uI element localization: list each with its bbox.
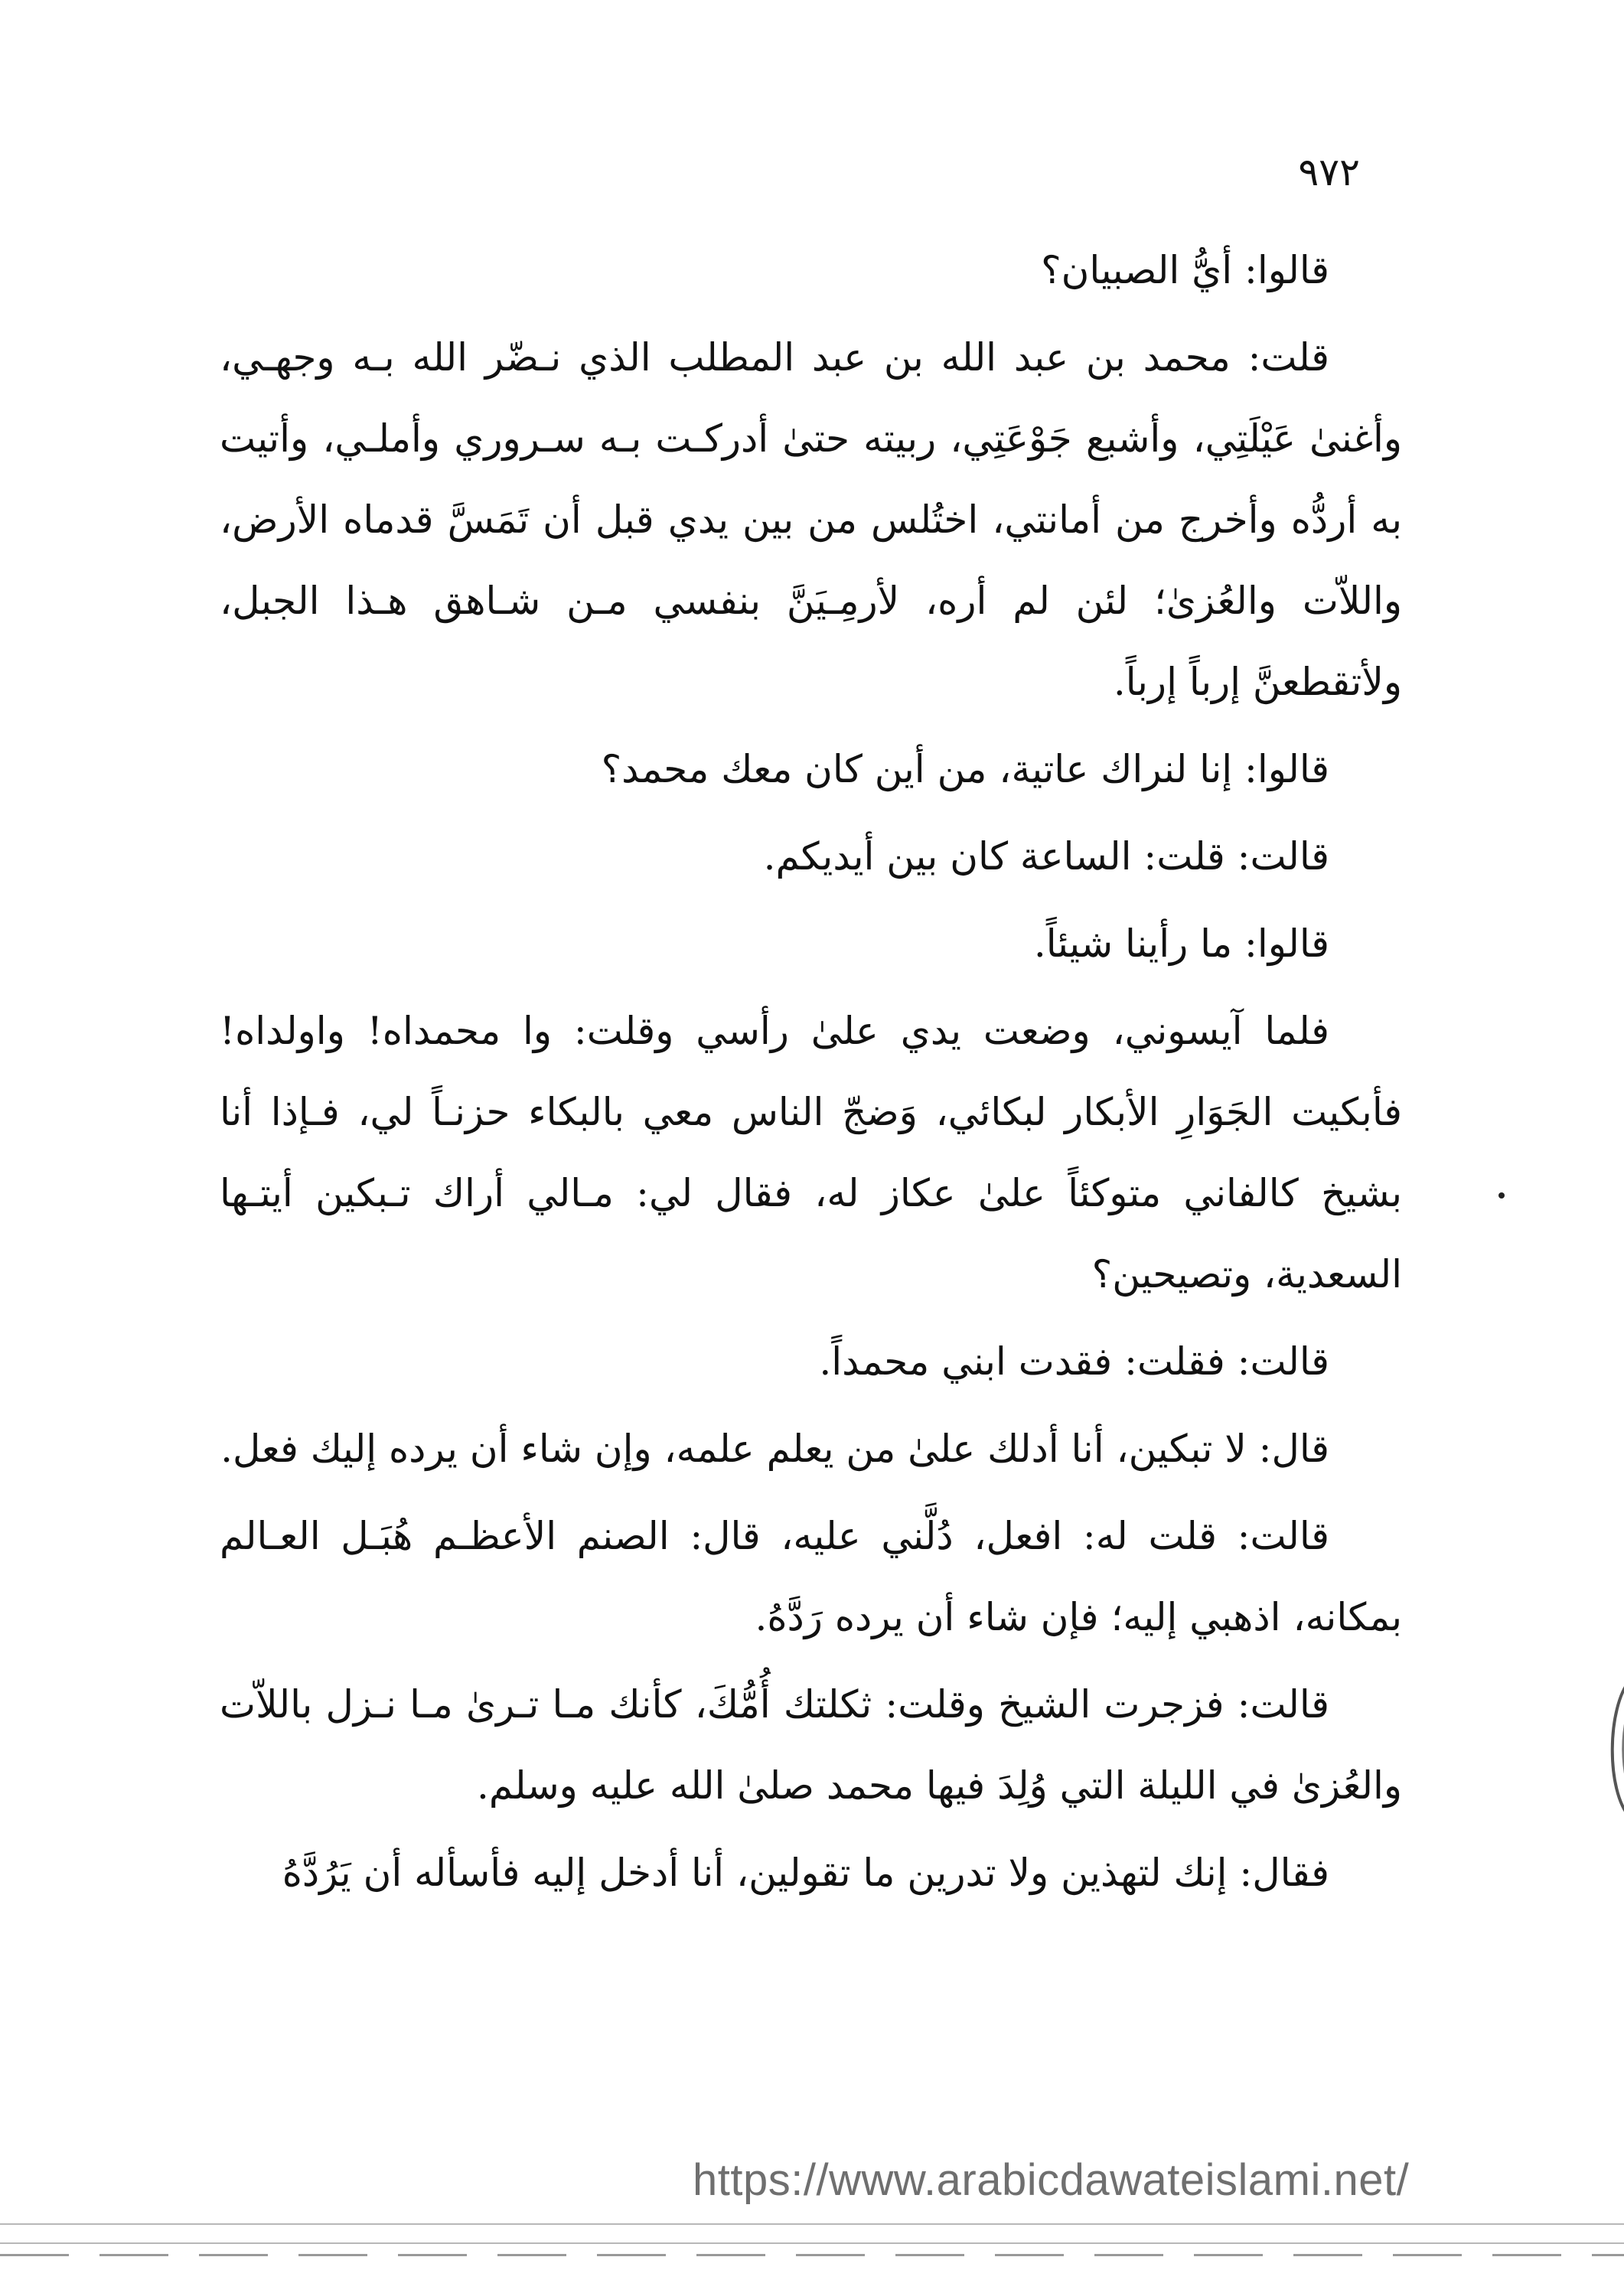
paragraph: قالت: فقلت: فقدت ابني محمداً. <box>819 1339 1329 1384</box>
paragraph: قال: لا تبكين، أنا أدلك علىٰ من يعلم علمه، وإن شاء أن يرده إليك فعل. <box>220 1427 1329 1471</box>
paragraph: قالوا: إنا لنراك عاتية، من أين كان معك محمد؟ <box>601 747 1329 791</box>
bottom-rule <box>0 2223 1624 2225</box>
scan-speck <box>1498 1192 1505 1199</box>
paragraph: قالوا: أيُّ الصبيان؟ <box>1041 248 1329 292</box>
paragraph: فقال: إنك لتهذين ولا تدرين ما تقولين، أنا أدخل إليه فأسأله أن يَرُدَّهُ <box>282 1851 1329 1895</box>
bottom-rule <box>0 2242 1624 2244</box>
page-number: ٩٧٢ <box>1298 150 1360 194</box>
paragraph: قالت: قلت: الساعة كان بين أيديكم. <box>763 834 1329 879</box>
paragraph: قالت: قلت له: افعل، دُلَّني عليه، قال: الصنم الأعظـم هُبَـل العـالم بمكانه، اذهبي إليه؛ فإن شاء أن يرده رَدَّهُ. <box>220 1514 1402 1639</box>
paragraph: قالت: فزجرت الشيخ وقلت: ثكلتك أُمُّكَ، كأنك مـا تـرىٰ مـا نـزل باللاّت والعُزىٰ في الليلة التي وُلِدَ فيها محمد صلىٰ الله عليه وسلم. <box>220 1682 1402 1808</box>
scan-dash-row <box>0 2254 1624 2256</box>
paragraph: فلما آيسوني، وضعت يدي علىٰ رأسي وقلت: وا محمداه! واولداه! فأبكيت الجَوَارِ الأبكار لبكائي، وَضجّ الناس معي بالبكاء حزنـاً لي، فـإذا أنا بشيخ كالفاني متوكئاً علىٰ عكاز له، فقال لي: مـالي أراك تـبكين أيتـها السعدية، وتصيحين؟ <box>220 1009 1402 1296</box>
paragraph: قلت: محمد بن عبد الله بن عبد المطلب الذي نـضّر الله بـه وجهـي، وأغنىٰ عَيْلَتِي، وأشبع جَوْعَتِي، ربيته حتىٰ أدركـت بـه سـروري وأملـي، وأتيت به أردُّه وأخرج من أمانتي، اختُلس من بين يدي قبل أن تَمَسَّ قدماه الأرض، واللاّت والعُزىٰ؛ لئن لم أره، لأرمِـيَنَّ بنفسي مـن شـاهق هـذا الجبل، ولأتقطعنَّ إرباً إرباً. <box>220 335 1402 704</box>
paragraph: قالوا: ما رأينا شيئاً. <box>1033 921 1329 966</box>
binding-edge-mark <box>1600 1676 1624 1822</box>
watermark-link[interactable]: https://www.arabicdawateislami.net/ <box>693 2155 1410 2205</box>
body-text <box>220 230 1402 1913</box>
